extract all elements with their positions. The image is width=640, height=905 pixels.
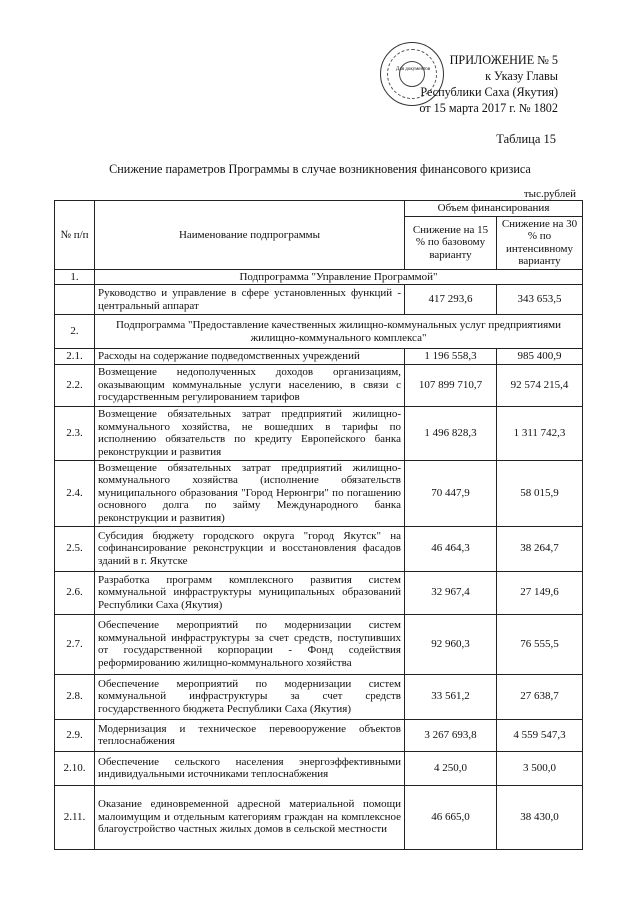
table-row — [55, 719, 583, 751]
units-label: тыс.рублей — [523, 188, 576, 200]
table-row — [55, 364, 583, 406]
row-name: Возмещение обязательных затрат предприятий жилищно-коммунального хозяйства, не вошедших в тарифы по исполнению обязательств по кредиту Европейского банка реконструкции и развития — [95, 406, 405, 460]
row-num: 2.4. — [55, 460, 95, 526]
row-name: Возмещение обязательных затрат предприятий жилищно-коммунального хозяйства (исполнение обязательств муниципального образования "Город Нерюнгри" по погашению основного долга по займу Международного банка реконструкции и развития) — [95, 460, 405, 526]
row-num — [55, 285, 95, 315]
header-funding: Объем финансирования — [405, 201, 583, 217]
row-value-2: 38 264,7 — [497, 526, 583, 571]
row-value-1: 92 960,3 — [405, 614, 497, 674]
row-num: 2.3. — [55, 406, 95, 460]
row-value-1: 417 293,6 — [405, 285, 497, 315]
row-name: Обеспечение мероприятий по модернизации систем коммунальной инфраструктуры за счет средств, поступивших от государственной корпорации - Фонд содействия реформированию жилищно-коммунального хозяйства — [95, 614, 405, 674]
row-num: 2.7. — [55, 614, 95, 674]
funding-table — [54, 200, 583, 850]
table-row — [55, 349, 583, 365]
appendix-line-3: Республики Саха (Якутия) — [420, 85, 558, 99]
appendix-line-2: к Указу Главы — [485, 69, 558, 83]
table-number: Таблица 15 — [496, 132, 556, 146]
row-value-1: 107 899 710,7 — [405, 364, 497, 406]
table-row — [55, 460, 583, 526]
row-num: 1. — [55, 269, 95, 285]
table-row — [55, 406, 583, 460]
table-row — [55, 285, 583, 315]
header-col2: Снижение на 30 % по интенсивному варианту — [497, 216, 583, 269]
row-value-1: 4 250,0 — [405, 751, 497, 785]
table-row — [55, 315, 583, 349]
row-value-2: 985 400,9 — [497, 349, 583, 365]
table-row — [55, 526, 583, 571]
row-value-1: 70 447,9 — [405, 460, 497, 526]
row-value-2: 3 500,0 — [497, 751, 583, 785]
table-row — [55, 571, 583, 614]
row-num: 2.9. — [55, 719, 95, 751]
row-value-1: 32 967,4 — [405, 571, 497, 614]
row-value-1: 46 665,0 — [405, 785, 497, 849]
row-value-2: 343 653,5 — [497, 285, 583, 315]
row-name: Возмещение недополученных доходов организациям, оказывающим коммунальные услуги населению, в связи с государственным регулированием тарифов — [95, 364, 405, 406]
row-name: Расходы на содержание подведомственных учреждений — [95, 349, 405, 365]
row-num: 2.10. — [55, 751, 95, 785]
header-num: № п/п — [55, 201, 95, 270]
table-row — [55, 269, 583, 285]
header-col1: Снижение на 15 % по базовому варианту — [405, 216, 497, 269]
row-name: Разработка программ комплексного развития систем коммунальной инфраструктуры муниципальных образований Республики Саха (Якутия) — [95, 571, 405, 614]
row-value-2: 27 149,6 — [497, 571, 583, 614]
row-name: Обеспечение мероприятий по модернизации систем коммунальной инфраструктуры за счет средств государственного бюджета Республики Саха (Якутия) — [95, 674, 405, 719]
row-name: Модернизация и техническое перевооружение объектов теплоснабжения — [95, 719, 405, 751]
row-value-1: 33 561,2 — [405, 674, 497, 719]
row-num: 2.11. — [55, 785, 95, 849]
row-name: Подпрограмма "Предоставление качественных жилищно-коммунальных услуг предприятиями жилищно-коммунального комплекса" — [95, 315, 583, 349]
header-name: Наименование подпрограммы — [95, 201, 405, 270]
row-value-2: 92 574 215,4 — [497, 364, 583, 406]
table-row — [55, 674, 583, 719]
row-value-2: 76 555,5 — [497, 614, 583, 674]
appendix-header — [419, 52, 558, 116]
row-name: Оказание единовременной адресной материальной помощи малоимущим и отдельным категориям граждан на комплексное благоустройство частных жилых домов в сельской местности — [95, 785, 405, 849]
seal-text: Для документов — [395, 67, 431, 72]
row-value-2: 58 015,9 — [497, 460, 583, 526]
row-value-2: 27 638,7 — [497, 674, 583, 719]
row-value-1: 1 196 558,3 — [405, 349, 497, 365]
table-row — [55, 751, 583, 785]
table-row — [55, 785, 583, 849]
row-value-1: 1 496 828,3 — [405, 406, 497, 460]
row-num: 2.5. — [55, 526, 95, 571]
row-num: 2. — [55, 315, 95, 349]
row-value-1: 3 267 693,8 — [405, 719, 497, 751]
row-value-2: 38 430,0 — [497, 785, 583, 849]
row-value-1: 46 464,3 — [405, 526, 497, 571]
table-row — [55, 614, 583, 674]
row-num: 2.8. — [55, 674, 95, 719]
row-name: Руководство и управление в сфере установленных функций - центральный аппарат — [95, 285, 405, 315]
row-name: Подпрограмма "Управление Программой" — [95, 269, 583, 285]
row-name: Субсидия бюджету городского округа "город Якутск" на софинансирование реконструкции и восстановления фасадов зданий в г. Якутске — [95, 526, 405, 571]
document-title: Снижение параметров Программы в случае возникновения финансового кризиса — [109, 162, 531, 176]
table-header-row — [55, 201, 583, 217]
appendix-line-4: от 15 марта 2017 г. № 1802 — [419, 101, 558, 115]
row-value-2: 4 559 547,3 — [497, 719, 583, 751]
row-value-2: 1 311 742,3 — [497, 406, 583, 460]
row-num: 2.2. — [55, 364, 95, 406]
row-name: Обеспечение сельского населения энергоэффективными индивидуальными источниками теплоснабжения — [95, 751, 405, 785]
row-num: 2.6. — [55, 571, 95, 614]
row-num: 2.1. — [55, 349, 95, 365]
appendix-line-1: ПРИЛОЖЕНИЕ № 5 — [449, 53, 558, 67]
